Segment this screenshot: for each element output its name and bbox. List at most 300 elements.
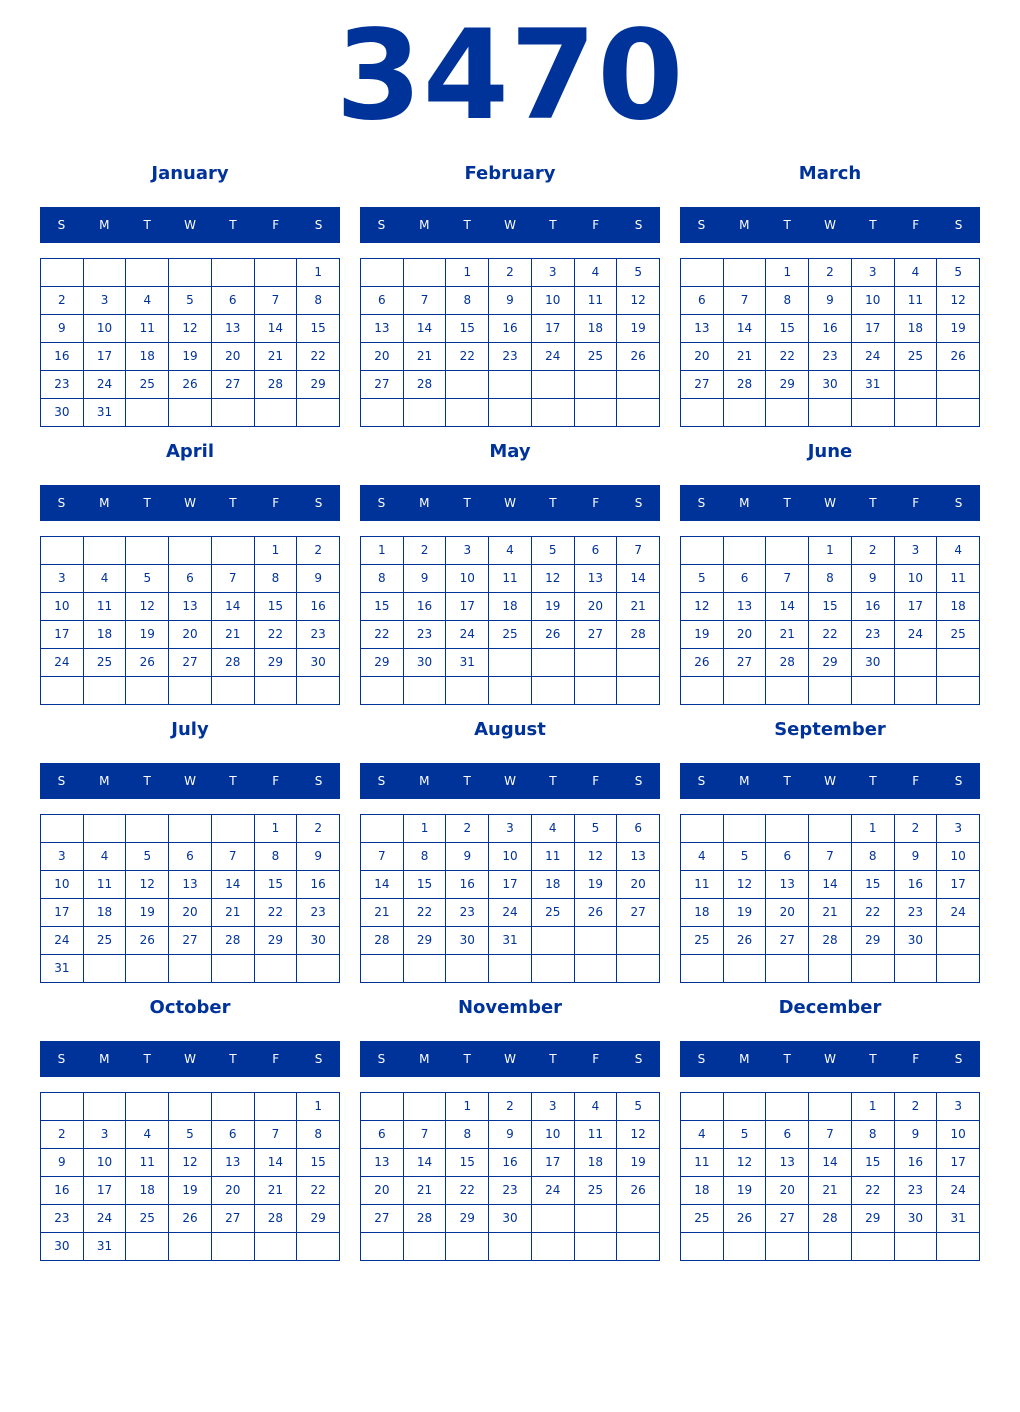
day-cell: 26 [575,899,618,927]
day-cell: 22 [852,1177,895,1205]
day-cell: 19 [617,315,660,343]
day-cell: 12 [617,287,660,315]
day-cell: 10 [446,565,489,593]
day-cell: 18 [126,343,169,371]
empty-day-cell [255,399,298,427]
day-cell: 6 [766,843,809,871]
day-cell: 17 [446,593,489,621]
day-cell: 12 [169,1149,212,1177]
day-cell: 13 [212,315,255,343]
month-name: October [149,997,231,1018]
weekday-label: W [184,218,196,232]
day-cell: 22 [809,621,852,649]
day-cell: 19 [169,1177,212,1205]
day-cell: 5 [617,1093,660,1121]
day-cell: 29 [297,371,340,399]
day-cell: 2 [489,1093,532,1121]
day-cell: 23 [489,1177,532,1205]
day-cell: 9 [41,1149,84,1177]
empty-day-cell [724,537,767,565]
day-cell: 24 [532,1177,575,1205]
day-cell: 14 [404,315,447,343]
day-cell: 14 [809,1149,852,1177]
month-name: June [807,441,853,462]
day-cell: 28 [809,1205,852,1233]
weekday-header [680,207,980,243]
day-cell: 13 [361,315,404,343]
empty-day-cell [169,399,212,427]
day-grid [680,814,980,983]
empty-day-cell [766,399,809,427]
day-cell: 18 [489,593,532,621]
day-cell: 6 [766,1121,809,1149]
day-cell: 4 [895,259,938,287]
day-grid [40,258,340,427]
weekday-label: M [739,218,750,232]
empty-day-cell [212,677,255,705]
day-cell: 18 [575,1149,618,1177]
day-cell: 29 [446,1205,489,1233]
day-cell: 8 [255,843,298,871]
day-cell: 14 [766,593,809,621]
empty-day-cell [852,1233,895,1261]
day-cell: 21 [212,621,255,649]
day-cell: 17 [84,1177,127,1205]
weekday-label: T [869,496,877,510]
day-cell: 16 [297,871,340,899]
day-cell: 25 [84,927,127,955]
day-cell: 17 [852,315,895,343]
day-cell: 7 [212,843,255,871]
day-grid [680,1092,980,1261]
empty-day-cell [937,927,980,955]
empty-day-cell [212,537,255,565]
day-cell: 11 [681,1149,724,1177]
empty-day-cell [446,1233,489,1261]
weekday-label: W [824,774,836,788]
day-cell: 5 [532,537,575,565]
empty-day-cell [532,677,575,705]
day-cell: 24 [937,899,980,927]
empty-day-cell [84,259,127,287]
day-cell: 4 [84,843,127,871]
weekday-label: F [592,1052,600,1066]
empty-day-cell [766,1233,809,1261]
empty-day-cell [575,927,618,955]
day-cell: 29 [766,371,809,399]
day-cell: 5 [169,287,212,315]
weekday-label: M [99,774,110,788]
weekday-label: M [739,1052,750,1066]
empty-day-cell [766,537,809,565]
day-cell: 4 [489,537,532,565]
empty-day-cell [809,1093,852,1121]
day-cell: 7 [766,565,809,593]
day-cell: 11 [489,565,532,593]
weekday-label: M [739,496,750,510]
day-cell: 28 [617,621,660,649]
day-cell: 13 [361,1149,404,1177]
empty-day-cell [126,1233,169,1261]
empty-day-cell [297,399,340,427]
day-cell: 27 [617,899,660,927]
month-name: February [464,163,556,184]
empty-day-cell [724,399,767,427]
day-cell: 28 [404,1205,447,1233]
day-cell: 29 [361,649,404,677]
day-grid [360,258,660,427]
day-cell: 26 [724,927,767,955]
day-cell: 28 [255,371,298,399]
day-cell: 10 [532,1121,575,1149]
weekday-label: T [229,1052,237,1066]
weekday-label: T [549,774,557,788]
day-cell: 15 [255,871,298,899]
day-cell: 8 [809,565,852,593]
empty-day-cell [169,955,212,983]
empty-day-cell [809,677,852,705]
day-cell: 30 [489,1205,532,1233]
empty-day-cell [724,815,767,843]
day-cell: 9 [404,565,447,593]
day-cell: 4 [575,259,618,287]
day-cell: 1 [446,1093,489,1121]
day-cell: 29 [297,1205,340,1233]
day-cell: 31 [937,1205,980,1233]
day-cell: 30 [809,371,852,399]
weekday-header [40,485,340,521]
day-cell: 6 [681,287,724,315]
weekday-label: T [143,774,151,788]
day-cell: 2 [852,537,895,565]
weekday-header [680,763,980,799]
empty-day-cell [532,955,575,983]
day-cell: 13 [766,1149,809,1177]
day-cell: 31 [41,955,84,983]
day-cell: 30 [446,927,489,955]
weekday-label: T [229,774,237,788]
day-cell: 27 [575,621,618,649]
day-cell: 28 [255,1205,298,1233]
weekday-label: T [229,218,237,232]
day-cell: 22 [297,343,340,371]
day-cell: 25 [895,343,938,371]
day-cell: 30 [404,649,447,677]
day-cell: 3 [41,565,84,593]
weekday-label: T [869,1052,877,1066]
day-cell: 6 [724,565,767,593]
day-cell: 15 [255,593,298,621]
empty-day-cell [895,399,938,427]
day-cell: 15 [404,871,447,899]
day-cell: 25 [532,899,575,927]
day-cell: 21 [255,1177,298,1205]
day-cell: 9 [895,1121,938,1149]
day-cell: 4 [126,287,169,315]
day-cell: 28 [212,927,255,955]
day-cell: 5 [937,259,980,287]
day-cell: 26 [937,343,980,371]
weekday-header [40,1041,340,1077]
empty-day-cell [255,1093,298,1121]
weekday-header [40,763,340,799]
day-cell: 2 [446,815,489,843]
day-cell: 5 [617,259,660,287]
day-cell: 16 [895,871,938,899]
empty-day-cell [41,537,84,565]
weekday-label: S [57,218,66,232]
weekday-label: T [549,1052,557,1066]
day-cell: 23 [404,621,447,649]
day-cell: 28 [724,371,767,399]
day-cell: 23 [852,621,895,649]
empty-day-cell [489,399,532,427]
day-cell: 2 [41,287,84,315]
day-cell: 5 [169,1121,212,1149]
day-cell: 11 [126,1149,169,1177]
day-cell: 9 [489,287,532,315]
empty-day-cell [532,371,575,399]
day-cell: 30 [895,927,938,955]
day-cell: 20 [617,871,660,899]
day-cell: 18 [681,1177,724,1205]
day-cell: 5 [724,843,767,871]
day-cell: 24 [446,621,489,649]
day-cell: 20 [724,621,767,649]
weekday-label: F [912,496,920,510]
empty-day-cell [895,649,938,677]
weekday-label: T [869,218,877,232]
empty-day-cell [169,815,212,843]
day-cell: 17 [41,899,84,927]
weekday-label: S [314,1052,323,1066]
empty-day-cell [575,677,618,705]
weekday-label: M [99,496,110,510]
empty-day-cell [361,399,404,427]
empty-day-cell [575,371,618,399]
empty-day-cell [297,955,340,983]
day-cell: 14 [212,593,255,621]
day-cell: 28 [809,927,852,955]
day-cell: 14 [809,871,852,899]
day-cell: 27 [724,649,767,677]
weekday-label: S [954,218,963,232]
empty-day-cell [681,955,724,983]
day-cell: 11 [84,871,127,899]
weekday-label: W [504,218,516,232]
day-cell: 30 [895,1205,938,1233]
weekday-label: W [824,496,836,510]
day-cell: 31 [446,649,489,677]
empty-day-cell [361,677,404,705]
day-cell: 23 [446,899,489,927]
day-cell: 9 [41,315,84,343]
weekday-label: T [549,496,557,510]
day-cell: 30 [852,649,895,677]
day-cell: 23 [297,899,340,927]
empty-day-cell [617,927,660,955]
day-cell: 7 [809,1121,852,1149]
day-cell: 15 [297,1149,340,1177]
weekday-label: M [419,218,430,232]
empty-day-cell [41,815,84,843]
day-cell: 11 [937,565,980,593]
day-cell: 20 [212,1177,255,1205]
empty-day-cell [169,1233,212,1261]
empty-day-cell [169,1093,212,1121]
empty-day-cell [404,1233,447,1261]
day-cell: 19 [681,621,724,649]
day-cell: 5 [126,565,169,593]
day-cell: 8 [297,287,340,315]
day-cell: 6 [169,565,212,593]
day-cell: 24 [84,371,127,399]
day-cell: 9 [297,565,340,593]
day-cell: 30 [41,1233,84,1261]
weekday-label: S [57,1052,66,1066]
day-cell: 13 [212,1149,255,1177]
day-cell: 1 [446,259,489,287]
day-cell: 23 [895,1177,938,1205]
weekday-label: S [314,218,323,232]
day-cell: 3 [446,537,489,565]
day-cell: 3 [937,1093,980,1121]
day-cell: 22 [404,899,447,927]
day-cell: 22 [446,343,489,371]
day-cell: 26 [126,927,169,955]
day-cell: 7 [404,287,447,315]
empty-day-cell [446,371,489,399]
empty-day-cell [617,677,660,705]
empty-day-cell [126,537,169,565]
weekday-label: W [504,1052,516,1066]
day-cell: 19 [126,621,169,649]
empty-day-cell [617,1205,660,1233]
day-cell: 3 [937,815,980,843]
weekday-label: F [592,218,600,232]
empty-day-cell [895,1233,938,1261]
empty-day-cell [937,1233,980,1261]
empty-day-cell [446,955,489,983]
weekday-label: T [463,496,471,510]
day-cell: 21 [809,1177,852,1205]
day-cell: 7 [361,843,404,871]
day-cell: 4 [126,1121,169,1149]
day-cell: 28 [212,649,255,677]
day-cell: 27 [212,371,255,399]
day-cell: 22 [361,621,404,649]
day-cell: 18 [126,1177,169,1205]
day-cell: 20 [169,899,212,927]
day-cell: 30 [41,399,84,427]
empty-day-cell [937,955,980,983]
empty-day-cell [489,955,532,983]
empty-day-cell [766,677,809,705]
empty-day-cell [41,677,84,705]
weekday-label: F [912,774,920,788]
day-cell: 7 [617,537,660,565]
day-cell: 2 [41,1121,84,1149]
empty-day-cell [212,955,255,983]
day-cell: 14 [404,1149,447,1177]
day-cell: 31 [852,371,895,399]
day-cell: 2 [895,815,938,843]
day-cell: 30 [297,649,340,677]
day-cell: 14 [255,315,298,343]
day-cell: 2 [809,259,852,287]
day-cell: 15 [852,1149,895,1177]
empty-day-cell [809,815,852,843]
empty-day-cell [895,955,938,983]
day-cell: 1 [255,815,298,843]
empty-day-cell [724,259,767,287]
day-cell: 18 [532,871,575,899]
month-name: July [171,719,209,740]
weekday-label: M [419,496,430,510]
day-cell: 11 [895,287,938,315]
day-grid [680,258,980,427]
day-cell: 12 [575,843,618,871]
empty-day-cell [724,677,767,705]
empty-day-cell [575,955,618,983]
day-cell: 10 [84,315,127,343]
empty-day-cell [852,399,895,427]
empty-day-cell [361,955,404,983]
weekday-label: M [99,218,110,232]
weekday-label: T [463,1052,471,1066]
day-cell: 16 [895,1149,938,1177]
day-cell: 15 [446,315,489,343]
day-cell: 4 [681,843,724,871]
day-cell: 29 [852,927,895,955]
day-cell: 28 [766,649,809,677]
day-cell: 1 [766,259,809,287]
empty-day-cell [446,677,489,705]
weekday-header [680,485,980,521]
day-cell: 2 [297,815,340,843]
day-cell: 18 [895,315,938,343]
day-cell: 24 [937,1177,980,1205]
weekday-label: S [954,774,963,788]
day-cell: 22 [766,343,809,371]
empty-day-cell [766,1093,809,1121]
day-cell: 23 [41,1205,84,1233]
day-cell: 22 [446,1177,489,1205]
empty-day-cell [681,1093,724,1121]
day-cell: 24 [84,1205,127,1233]
day-cell: 7 [404,1121,447,1149]
empty-day-cell [361,259,404,287]
day-cell: 27 [766,1205,809,1233]
empty-day-cell [681,259,724,287]
weekday-label: T [783,1052,791,1066]
day-cell: 20 [575,593,618,621]
weekday-label: M [419,774,430,788]
day-cell: 21 [212,899,255,927]
day-cell: 10 [41,593,84,621]
day-cell: 1 [255,537,298,565]
empty-day-cell [41,1093,84,1121]
empty-day-cell [212,259,255,287]
empty-day-cell [126,677,169,705]
day-cell: 14 [255,1149,298,1177]
empty-day-cell [937,399,980,427]
day-cell: 13 [681,315,724,343]
day-cell: 29 [255,649,298,677]
empty-day-cell [169,259,212,287]
day-cell: 6 [361,1121,404,1149]
day-cell: 12 [724,871,767,899]
